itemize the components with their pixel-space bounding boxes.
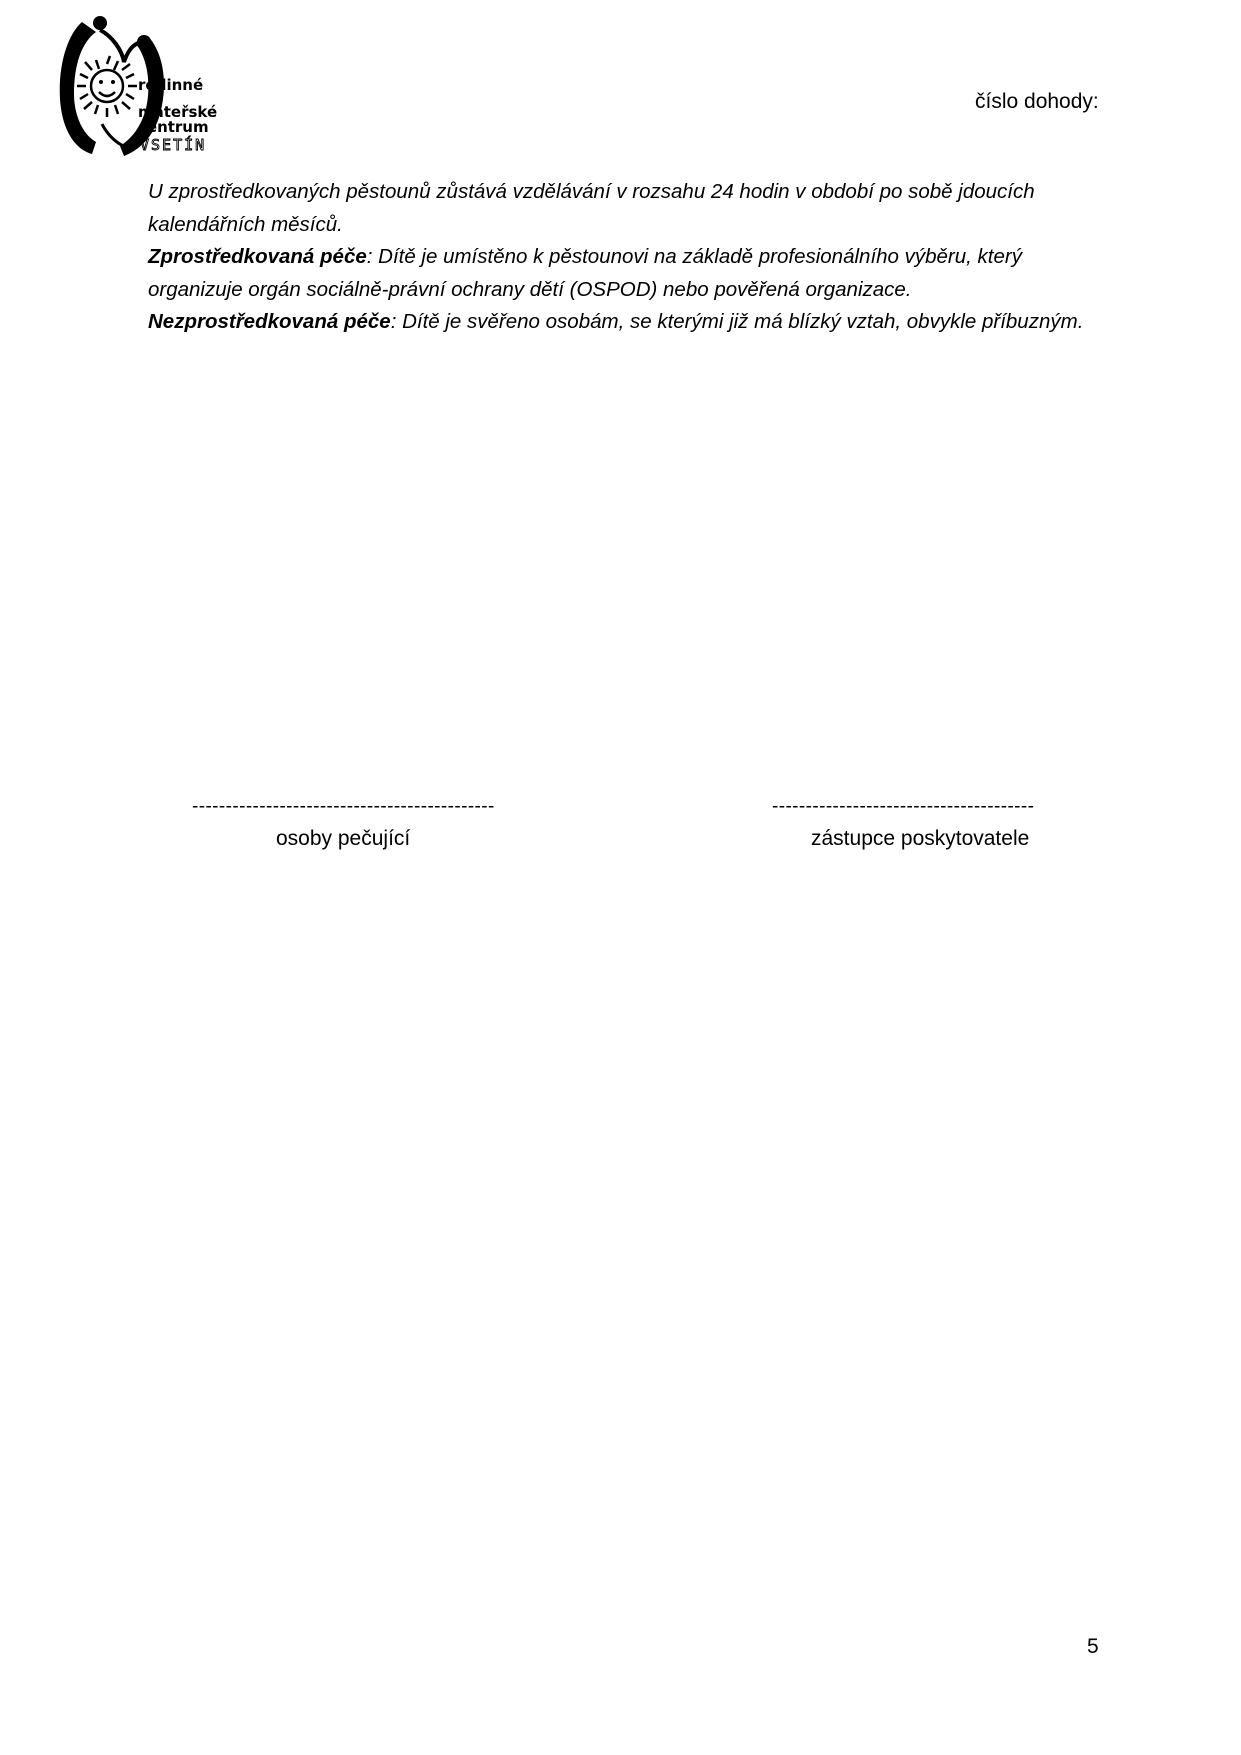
caregiver-signature-line: --------------------------------------------- <box>192 796 495 817</box>
organization-logo <box>52 14 252 164</box>
page-number: 5 <box>1087 1635 1099 1658</box>
svg-text:mateřské: mateřské <box>138 103 218 121</box>
svg-text:VSETÍN: VSETÍN <box>140 136 207 154</box>
education-paragraph: U zprostředkovaných pěstounů zůstává vzdělávání v rozsahu 24 hodin v období po sobě jdoucích kalendářních měsíců. <box>148 180 1035 236</box>
non-mediated-care-term: Nezprostředkovaná péče <box>148 310 391 333</box>
definitions-text <box>148 176 1108 339</box>
provider-signature-line: --------------------------------------- <box>772 796 1035 817</box>
svg-text:centrum: centrum <box>138 118 209 136</box>
non-mediated-care-description: : Dítě je svěřeno osobám, se kterými již má blízký vztah, obvykle příbuzným. <box>390 310 1084 333</box>
caregiver-signature-label: osoby pečující <box>276 827 411 850</box>
mediated-care-description: : Dítě je umístěno k pěstounovi na základě profesionálního výběru, který organizuje orgán sociálně-právní ochrany dětí (OSPOD) nebo pověřená organizace. <box>148 245 1022 301</box>
non-mediated-care-definition <box>148 306 1108 339</box>
mediated-care-term: Zprostředkovaná péče <box>148 245 367 268</box>
provider-signature-label: zástupce poskytovatele <box>811 827 1030 850</box>
svg-text:a: a <box>156 95 163 106</box>
agreement-number-label: číslo dohody: <box>975 90 1099 113</box>
svg-text:rodinné: rodinné <box>138 76 204 94</box>
mediated-care-definition <box>148 241 1108 306</box>
